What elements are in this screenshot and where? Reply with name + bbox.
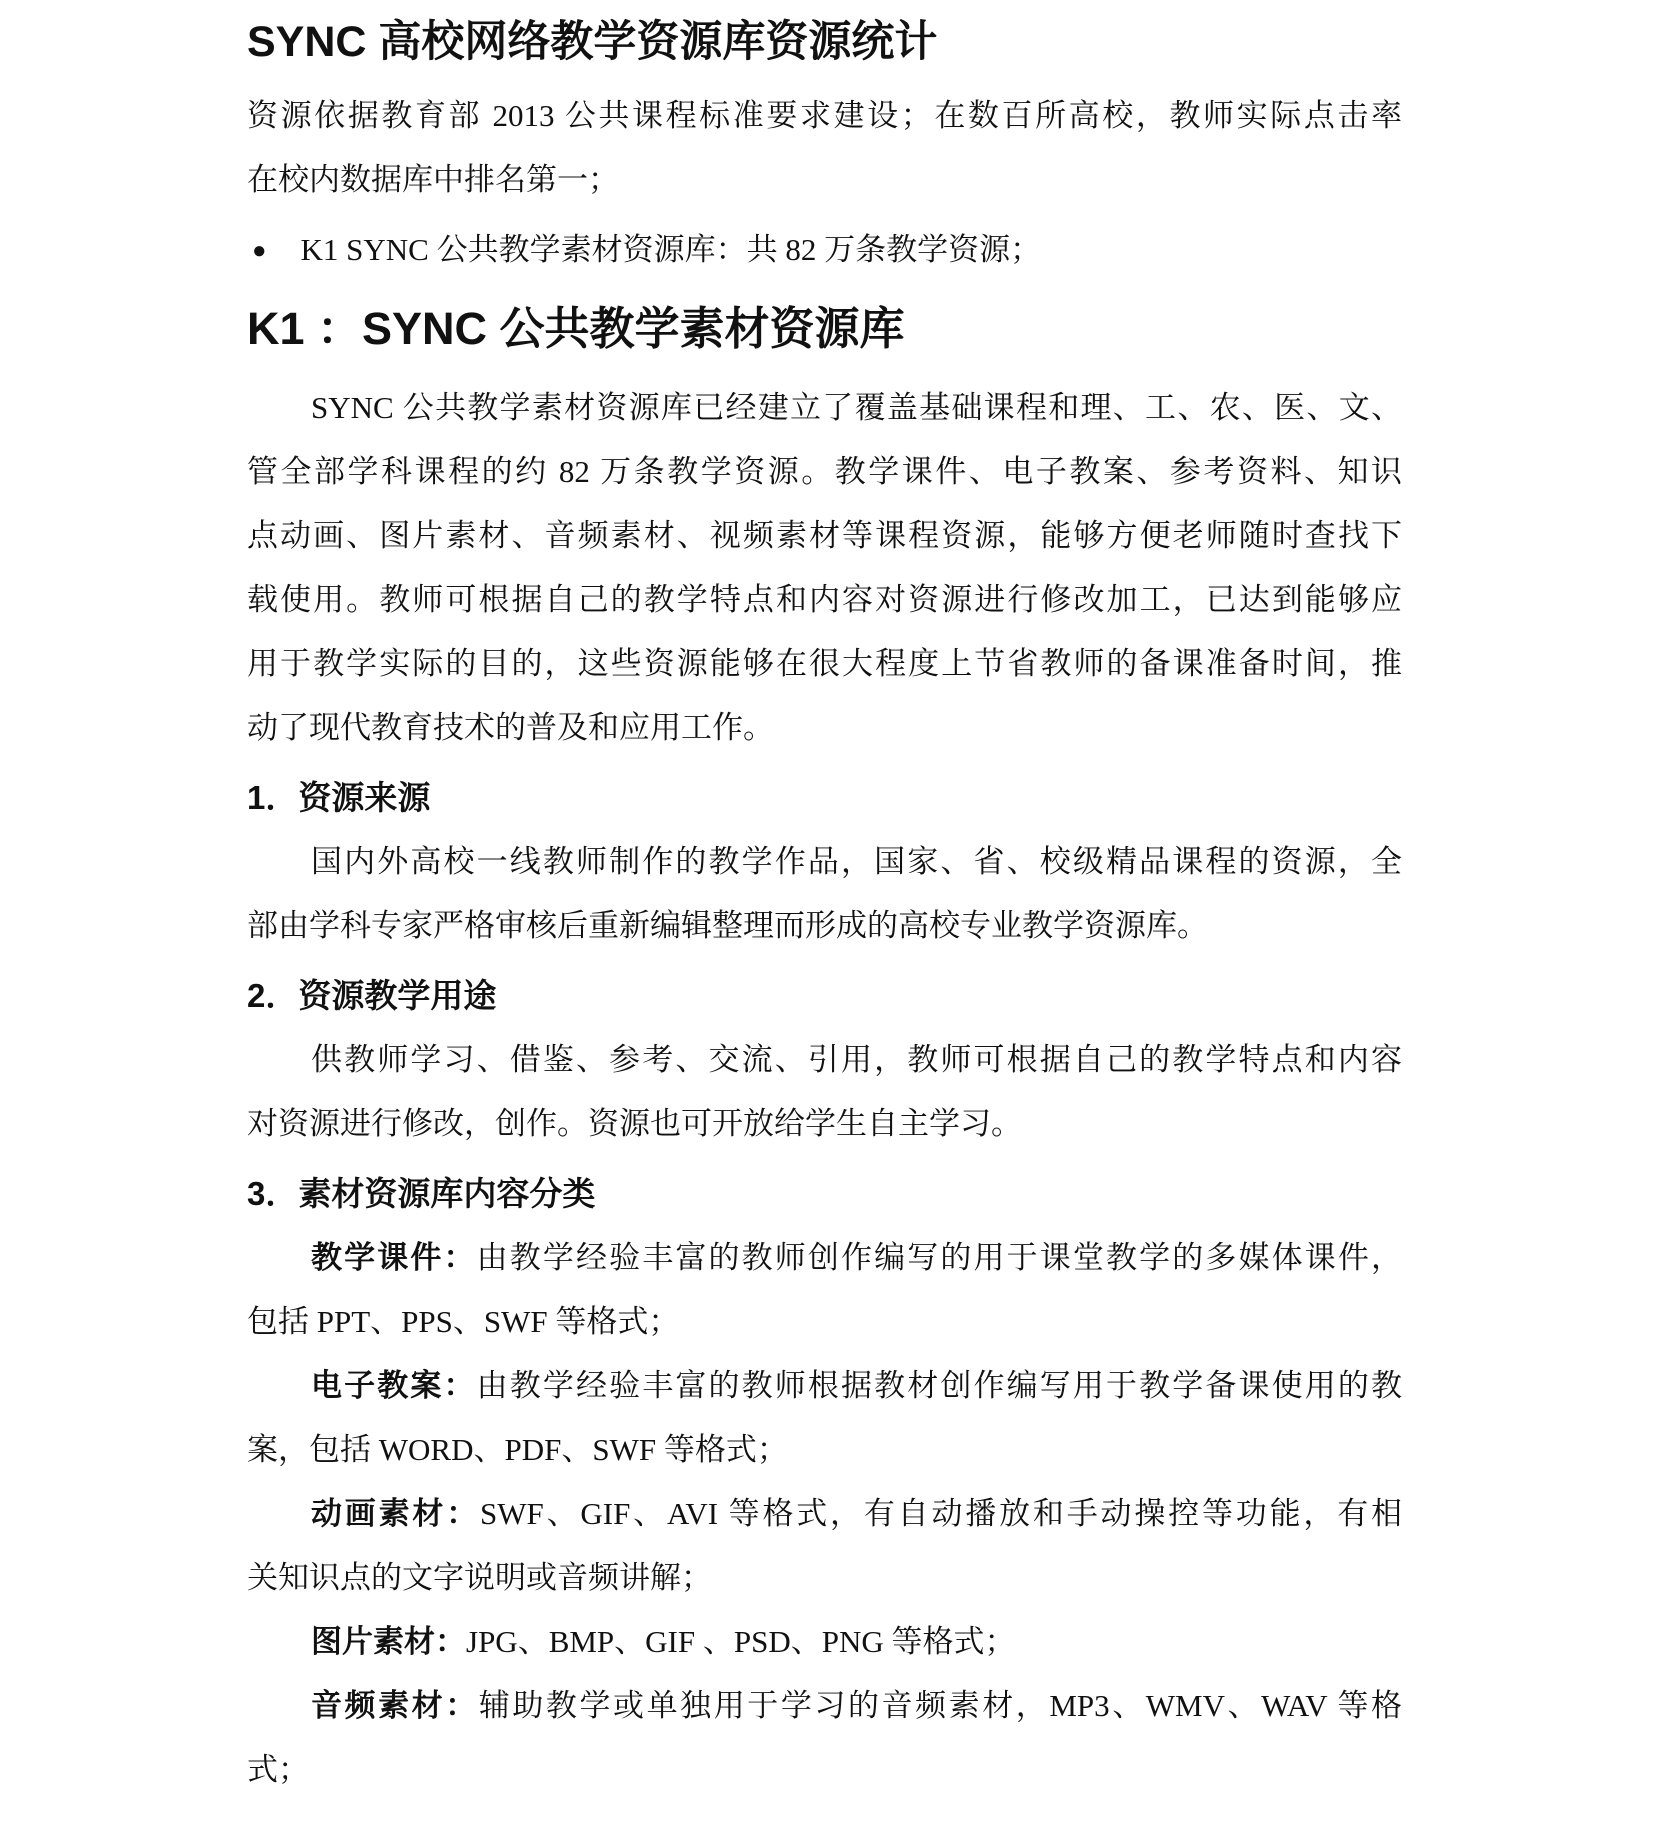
section-1-paragraph (247, 830, 1402, 958)
overview-line: 用于教学实际的目的，这些资源能够在很大程度上节省教师的备课准备时间，推 (247, 646, 1402, 681)
category-desc: SWF、GIF、AVI 等格式，有自动播放和手动操控等功能，有相 (480, 1496, 1402, 1531)
category-line: 案，包括 WORD、PDF、SWF 等格式； (247, 1432, 788, 1467)
overview-line: 动了现代教育技术的普及和应用工作。 (247, 710, 774, 745)
section-2-line: 供教师学习、借鉴、参考、交流、引用，教师可根据自己的教学特点和内容 (311, 1042, 1402, 1077)
category-line (247, 1610, 1402, 1674)
category-term: 音频素材： (311, 1688, 479, 1723)
bullet-item-text: K1 SYNC 公共教学素材资源库：共 82 万条教学资源； (300, 232, 1042, 267)
category-line (247, 1482, 1402, 1546)
section-1-line: 部由学科专家严格审核后重新编辑整理而形成的高校专业教学资源库。 (247, 908, 1208, 943)
k1-overview-paragraph (247, 376, 1402, 760)
category-term: 图片素材： (311, 1624, 466, 1659)
category-courseware (247, 1226, 1402, 1354)
category-line (247, 1226, 1402, 1290)
intro-paragraph (247, 84, 1402, 212)
overview-line: 点动画、图片素材、音频素材、视频素材等课程资源，能够方便老师随时查找下 (247, 518, 1402, 553)
section-3-heading: 3．素材资源库内容分类 (247, 1175, 596, 1212)
category-line (247, 1354, 1402, 1418)
category-term: 教学课件： (311, 1240, 477, 1275)
category-desc: 由教学经验丰富的教师创作编写的用于课堂教学的多媒体课件， (476, 1240, 1402, 1275)
section-2-paragraph (247, 1028, 1402, 1156)
section-2-heading: 2．资源教学用途 (247, 977, 497, 1014)
section-2-line: 对资源进行修改，创作。资源也可开放给学生自主学习。 (247, 1106, 1022, 1141)
category-audio (247, 1674, 1402, 1802)
category-term: 动画素材： (311, 1496, 481, 1531)
category-images (247, 1610, 1402, 1674)
category-desc: 由教学经验丰富的教师根据教材创作编写用于教学备课使用的教 (476, 1368, 1402, 1403)
overview-line: 载使用。教师可根据自己的教学特点和内容对资源进行修改加工，已达到能够应 (247, 582, 1402, 617)
category-desc: 辅助教学或单独用于学习的音频素材，MP3、WMV、WAV 等格 (478, 1688, 1402, 1723)
k1-section-heading: K1 ：SYNC 公共教学素材资源库 (247, 303, 905, 354)
category-lesson-plans (247, 1354, 1402, 1482)
intro-line: 在校内数据库中排名第一； (247, 162, 619, 197)
section-1-line: 国内外高校一线教师制作的教学作品，国家、省、校级精品课程的资源，全 (311, 844, 1402, 879)
bullet-dot-icon: ● (252, 238, 267, 264)
category-desc: JPG、BMP、GIF 、PSD、PNG 等格式； (466, 1624, 1016, 1659)
category-line: 关知识点的文字说明或音频讲解； (247, 1560, 712, 1595)
intro-line: 资源依据教育部 2013 公共课程标准要求建设；在数百所高校，教师实际点击率 (247, 98, 1402, 133)
category-animation (247, 1482, 1402, 1610)
overview-line: 管全部学科课程的约 82 万条教学资源。教学课件、电子教案、参考资料、知识 (247, 454, 1402, 489)
page-title: SYNC 高校网络教学资源库资源统计 (247, 18, 938, 66)
section-1-heading: 1．资源来源 (247, 779, 431, 816)
category-line (247, 1674, 1402, 1738)
overview-line: SYNC 公共教学素材资源库已经建立了覆盖基础课程和理、工、农、医、文、 (311, 390, 1402, 425)
category-term: 电子教案： (311, 1368, 477, 1403)
category-line: 包括 PPT、PPS、SWF 等格式； (247, 1304, 680, 1339)
bullet-item (247, 218, 1402, 282)
category-line: 式； (247, 1752, 309, 1787)
